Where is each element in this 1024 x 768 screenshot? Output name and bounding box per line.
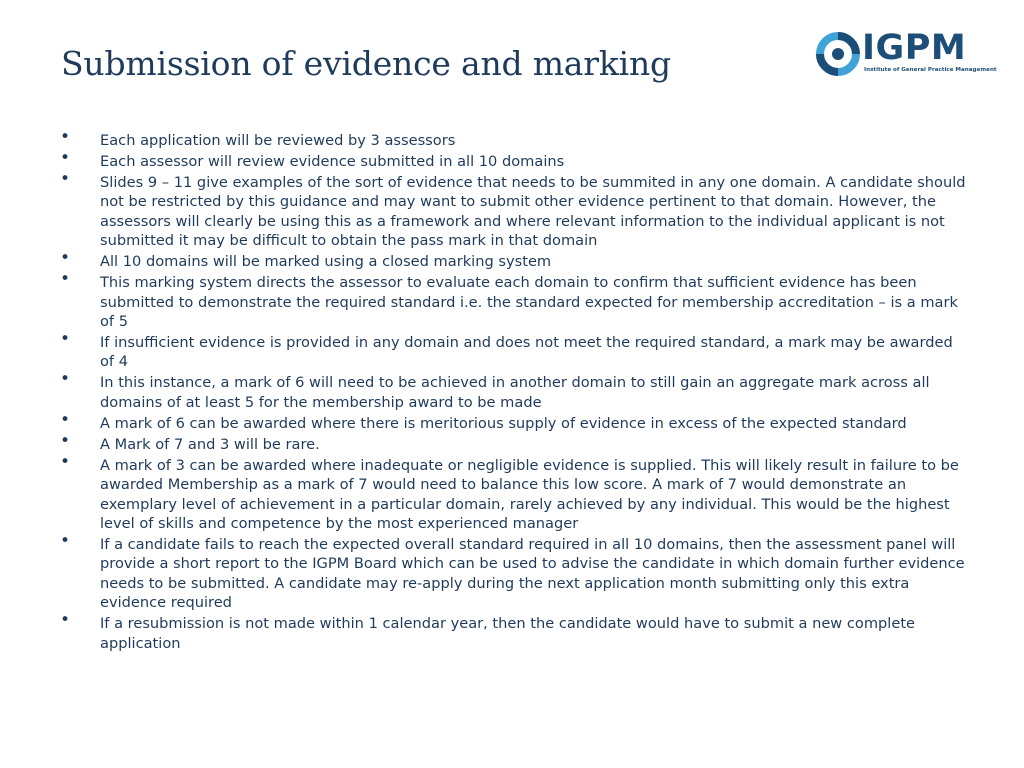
- bullet-text: If a candidate fails to reach the expected overall standard required in all 10 domains, then the assessment panel will provide a short report to the IGPM Board which can be used to advise the candidate in which domain further evidence needs to be submitted. A candidate may re-apply during the next application month submitting only this extra evidence required: [100, 536, 965, 612]
- bullet-dot-icon: •: [60, 409, 71, 430]
- bullet-dot-icon: •: [60, 148, 71, 168]
- logo-mark-icon: [816, 32, 860, 76]
- bullet-dot-icon: •: [60, 610, 71, 631]
- logo-tagline: Institute of General Practice Management: [864, 67, 997, 73]
- bullet-dot-icon: •: [60, 451, 71, 472]
- bullet-text: Each application will be reviewed by 3 assessors: [100, 132, 456, 149]
- bullet-dot-icon: •: [60, 531, 71, 552]
- bullet-dot-icon: •: [60, 269, 71, 290]
- bullet-text: A Mark of 7 and 3 will be rare.: [100, 435, 320, 453]
- bullet-item: [60, 169, 970, 251]
- bullet-text: If insufficient evidence is provided in any domain and does not meet the required standard, a mark may be awarded of 4: [100, 334, 953, 371]
- bullet-dot-icon: •: [60, 127, 71, 147]
- bullet-item: [60, 127, 970, 150]
- bullet-item: [60, 369, 970, 412]
- bullet-text: If a resubmission is not made within 1 calendar year, then the candidate would have to submit a new complete application: [100, 615, 916, 652]
- bullet-text: This marking system directs the assessor to evaluate each domain to confirm that sufficient evidence has been submitted to demonstrate the required standard i.e. the standard expected for membership accreditation – is a mark of 5: [100, 274, 958, 331]
- bullet-item: [60, 269, 970, 331]
- bullet-dot-icon: •: [60, 169, 71, 189]
- bullet-text: A mark of 3 can be awarded where inadequate or negligible evidence is supplied. This will likely result in failure to be awarded Membership as a mark of 7 would need to balance this low score. A mark of 7 would demonstrate an exemplary level of achievement in a particular domain, rarely achieved by any individual. This would be the highest level of skills and competence by the most experienced manager: [100, 456, 959, 533]
- bullet-item: [60, 531, 970, 613]
- bullet-dot-icon: •: [60, 248, 71, 269]
- bullet-item: [60, 451, 970, 534]
- bullet-text: All 10 domains will be marked using a closed marking system: [100, 253, 552, 271]
- logo-wordmark: IGPM: [862, 28, 967, 68]
- bullet-text: In this instance, a mark of 6 will need to be achieved in another domain to still gain an aggregate mark across all domains of at least 5 for the membership award to be made: [100, 374, 930, 411]
- bullet-text: A mark of 6 can be awarded where there is meritorious supply of evidence in excess of the expected standard: [100, 414, 907, 432]
- bullet-item: [60, 248, 970, 271]
- bullet-item: [60, 329, 970, 372]
- bullet-list: [60, 127, 970, 655]
- bullet-text: Slides 9 – 11 give examples of the sort of evidence that needs to be summited in any one domain. A candidate should not be restricted by this guidance and may want to submit other evidence pertinent to that domain. However, the assessors will clearly be using this as a framework and where relevant information to the individual applicant is not submitted it may be difficult to obtain the pass mark in that domain: [100, 174, 966, 250]
- igpm-logo: [816, 28, 997, 80]
- bullet-item: [60, 430, 970, 454]
- bullet-item: [60, 148, 970, 171]
- slide-title: Submission of evidence and marking: [61, 44, 671, 83]
- bullet-item: [60, 409, 970, 433]
- bullet-text: Each assessor will review evidence submitted in all 10 domains: [100, 153, 565, 170]
- bullet-dot-icon: •: [60, 430, 71, 451]
- bullet-item: [60, 610, 970, 653]
- bullet-dot-icon: •: [60, 369, 71, 390]
- bullet-dot-icon: •: [60, 329, 71, 350]
